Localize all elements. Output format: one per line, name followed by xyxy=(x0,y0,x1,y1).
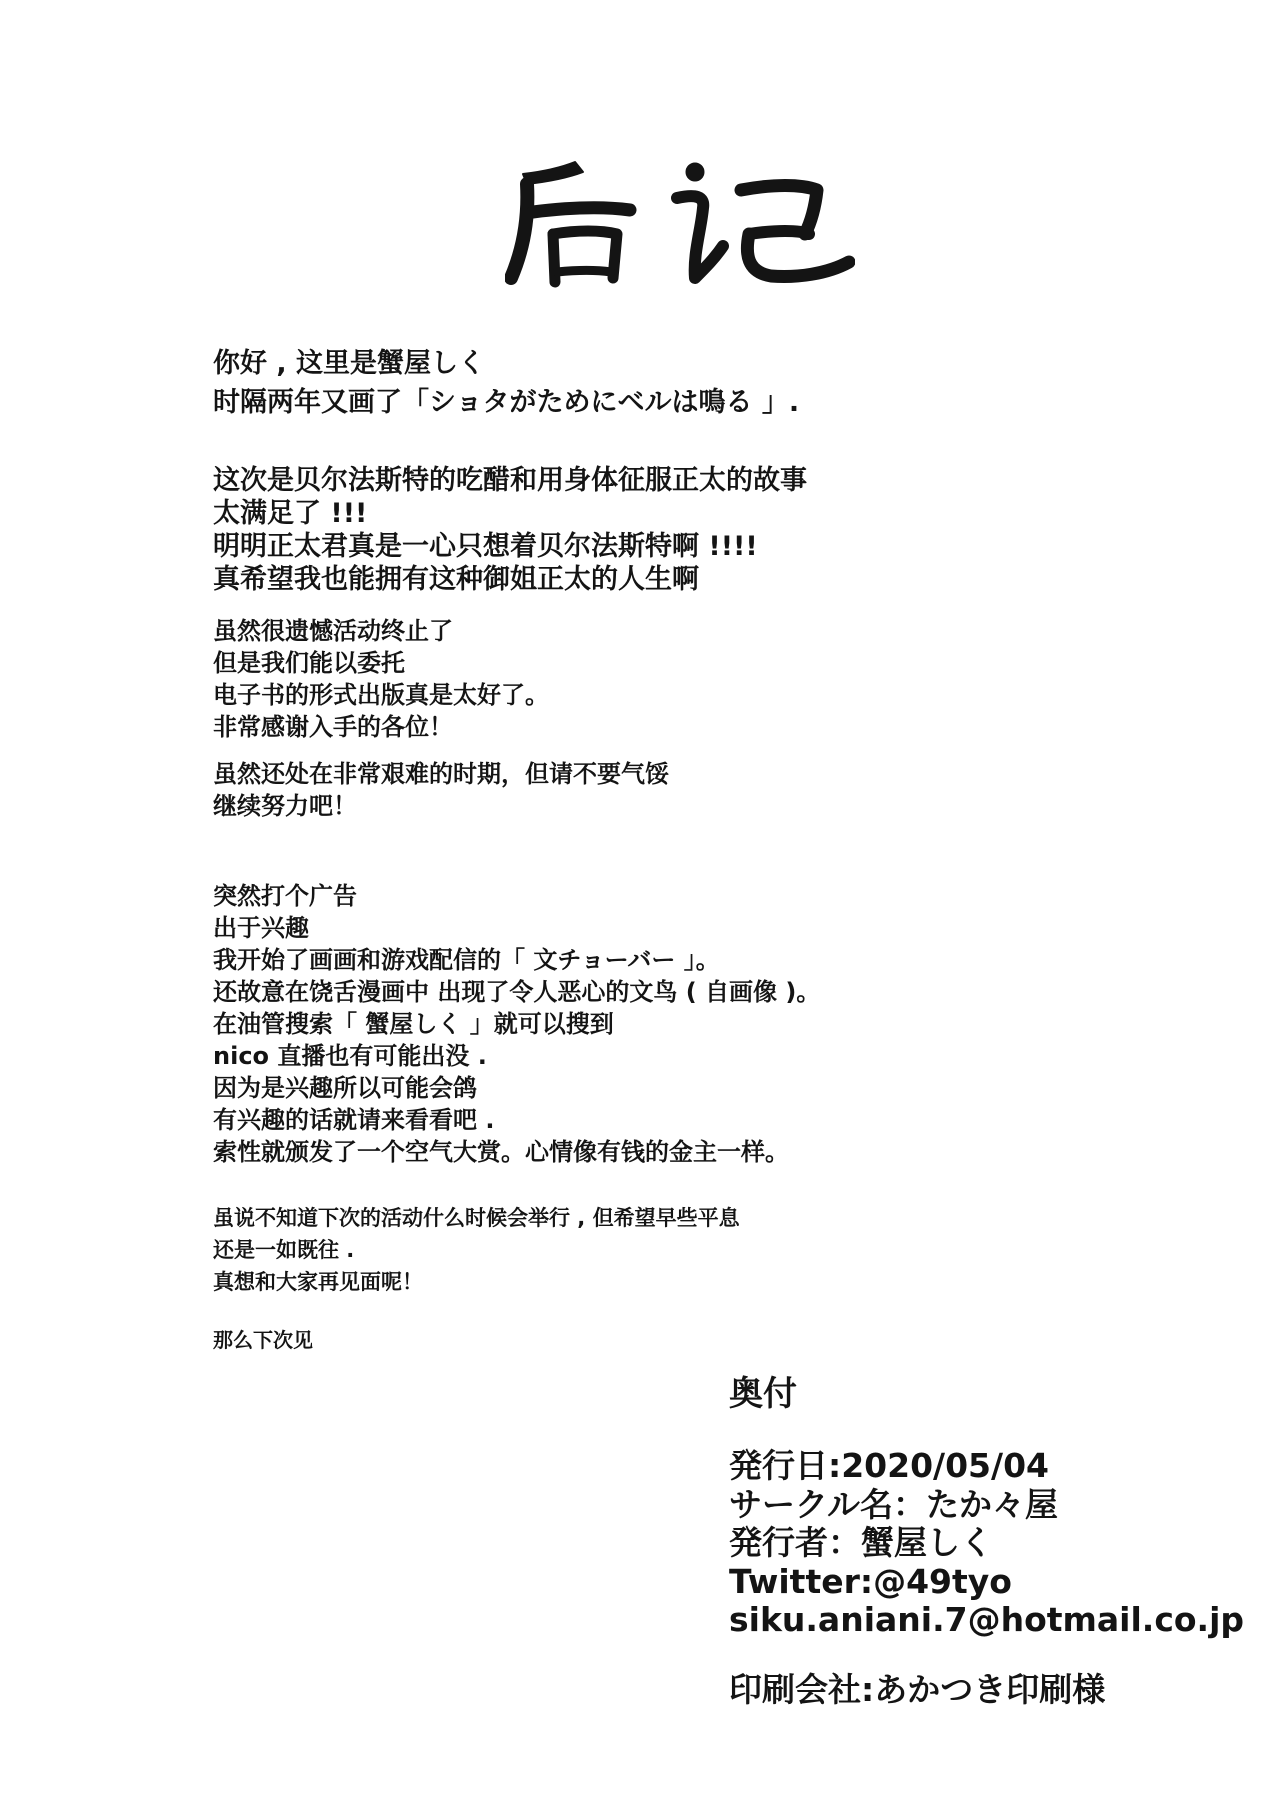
text-line: 突然打个广告 xyxy=(213,882,357,910)
text-line: 真希望我也能拥有这种御姐正太的人生啊 xyxy=(213,564,699,595)
publish-date: 発行日:2020/05/04 xyxy=(729,1446,1049,1485)
text-line: 非常感谢入手的各位！ xyxy=(213,713,453,741)
farewell-line: 那么下次见 xyxy=(213,1328,313,1352)
text-line: 太满足了 !!! xyxy=(213,498,368,529)
text-line: 但是我们能以委托 xyxy=(213,649,405,677)
text-line: 还是一如既往 . xyxy=(213,1238,355,1262)
text-line: 出于兴趣 xyxy=(213,914,309,942)
printing-company: 印刷会社:あかつき印刷様 xyxy=(729,1670,1106,1709)
greeting-paragraph xyxy=(213,344,799,422)
advertisement-paragraph xyxy=(213,880,820,1168)
colophon-details xyxy=(729,1447,1244,1640)
text-line: 时隔两年又画了「ショタがためにベルは鳴る 」. xyxy=(213,387,800,418)
story-paragraph xyxy=(213,464,807,596)
text-line: 继续努力吧！ xyxy=(213,792,357,820)
closing-paragraph xyxy=(213,1202,740,1298)
text-line: 电子书的形式出版真是太好了。 xyxy=(213,681,549,709)
contact-email: siku.aniani.7@hotmail.co.jp xyxy=(729,1600,1245,1639)
circle-name: サークル名：たか々屋 xyxy=(729,1484,1059,1524)
text-line: 还故意在饶舌漫画中 出现了令人恶心的文鸟 ( 自画像 )。 xyxy=(213,978,821,1006)
twitter-handle: Twitter:@49tyo xyxy=(729,1561,1012,1601)
text-line: 有兴趣的话就请来看看吧 . xyxy=(213,1106,495,1134)
text-line: 你好 , 这里是蟹屋しく xyxy=(213,348,486,379)
text-line: 因为是兴趣所以可能会鸽 xyxy=(213,1074,477,1102)
thanks-paragraph xyxy=(213,615,549,743)
encourage-paragraph xyxy=(213,758,669,822)
text-line: 虽说不知道下次的活动什么时候会举行 , 但希望早些平息 xyxy=(213,1206,740,1230)
text-line: 虽然很遗憾活动终止了 xyxy=(213,617,453,645)
publisher: 発行者：蟹屋しく xyxy=(729,1523,993,1562)
text-line: 我开始了画画和游戏配信的「 文チョーバー 」。 xyxy=(213,946,720,974)
afterword-title-calligraphy xyxy=(505,150,855,295)
text-line: 索性就颁发了一个空气大赏。心情像有钱的金主一样。 xyxy=(213,1138,789,1166)
colophon-heading: 奥付 xyxy=(729,1374,797,1414)
afterword-title xyxy=(505,150,855,295)
text-line: 真想和大家再见面呢！ xyxy=(213,1270,423,1294)
text-line: 这次是贝尔法斯特的吃醋和用身体征服正太的故事 xyxy=(213,465,807,496)
text-line: 在油管搜索「 蟹屋しく 」就可以搜到 xyxy=(213,1010,614,1038)
text-line: 虽然还处在非常艰难的时期，但请不要气馁 xyxy=(213,760,669,788)
text-line: 明明正太君真是一心只想着贝尔法斯特啊 !!!! xyxy=(213,531,758,562)
text-line: nico 直播也有可能出没 . xyxy=(213,1042,487,1070)
